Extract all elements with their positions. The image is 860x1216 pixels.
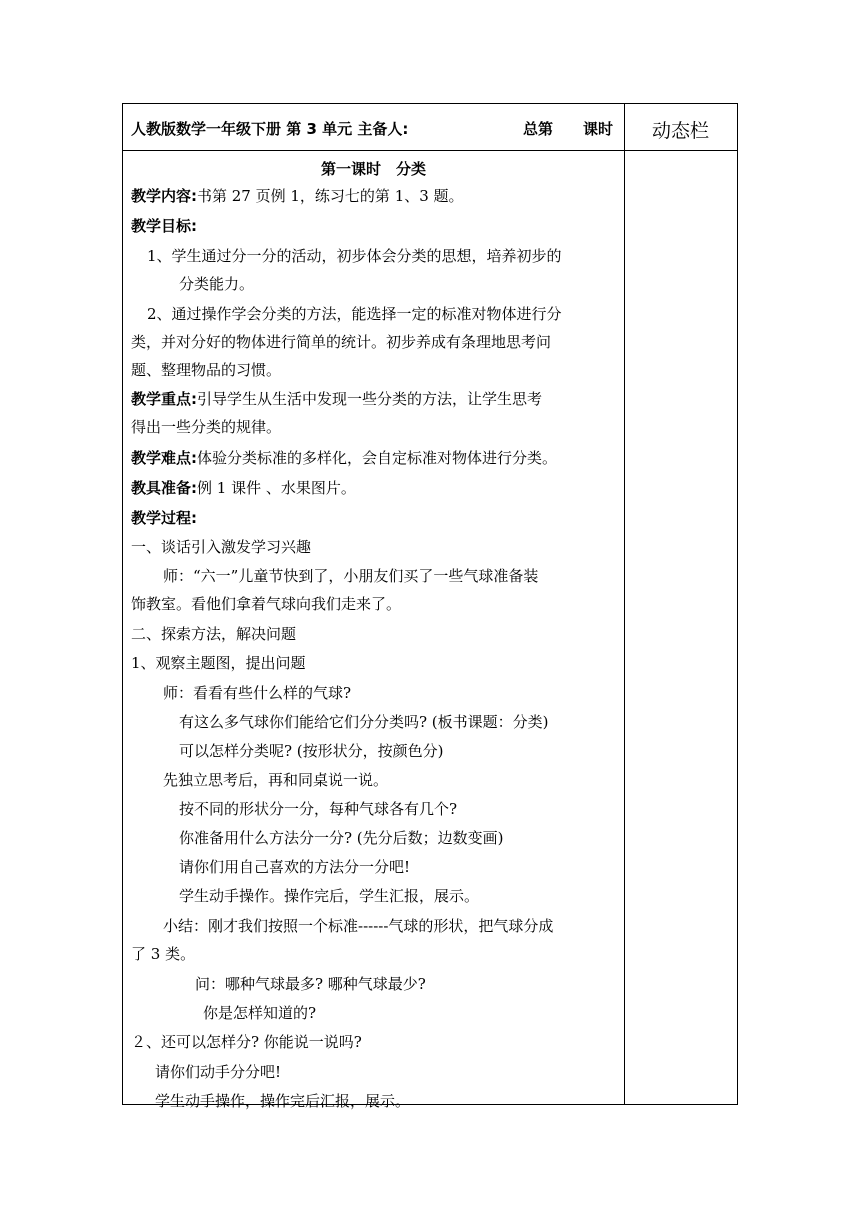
text-line: 小结：刚才我们按照一个标准------气球的形状，把气球分成	[163, 917, 554, 935]
section-heading: 一、谈话引入激发学习兴趣	[131, 538, 312, 556]
prep-text: 例 1 课件 、水果图片。	[197, 479, 356, 497]
key-line	[131, 389, 542, 409]
text-line: 先独立思考后，再和同桌说一说。	[163, 771, 389, 789]
prep-label: 教具准备:	[131, 479, 197, 497]
lesson-plan-table	[122, 103, 738, 1110]
column-divider	[624, 104, 625, 1104]
difficulty-text: 体验分类标准的多样化，会自定标准对物体进行分类。	[197, 449, 558, 467]
content-text: 书第 27 页例 1，练习七的第 1、3 题。	[197, 187, 464, 205]
period-label: 课时	[583, 120, 614, 138]
key-text: 引导学生从生活中发现一些分类的方法，让学生思考	[197, 390, 543, 408]
lesson-title: 第一课时 分类	[320, 160, 426, 178]
goal2-line: 2、通过操作学会分类的方法，能选择一定的标准对物体进行分	[147, 305, 562, 323]
key-line: 得出一些分类的规律。	[131, 418, 282, 436]
text-line: 你是怎样知道的?	[203, 1004, 317, 1022]
header-period	[523, 118, 613, 139]
goal2-line: 类，并对分好的物体进行简单的统计。初步养成有条理地思考问	[131, 333, 552, 351]
text-line: 问：哪种气球最多? 哪种气球最少?	[195, 975, 426, 993]
text-line: 有这么多气球你们能给它们分分类吗? (板书课题：分类)	[179, 713, 549, 731]
goals-label: 教学目标:	[131, 217, 197, 235]
difficulty-line	[131, 448, 557, 468]
goal1-line: 1、学生通过分一分的活动，初步体会分类的思想，培养初步的	[147, 247, 562, 265]
total-label: 总第	[523, 120, 554, 138]
goal2-line: 题、整理物品的习惯。	[131, 361, 282, 379]
text-line: 请你们用自己喜欢的方法分一分吧!	[179, 858, 411, 876]
prep-line	[131, 478, 356, 498]
header-divider	[123, 150, 737, 151]
goal1-line: 分类能力。	[179, 275, 255, 293]
text-line: 请你们动手分分吧!	[155, 1063, 282, 1081]
text-line: 饰教室。看他们拿着气球向我们走来了。	[131, 595, 402, 613]
content-label: 教学内容:	[131, 187, 197, 205]
text-line: 按不同的形状分一分，每种气球各有几个?	[179, 800, 458, 818]
text-line: 学生动手操作。操作完后，学生汇报，展示。	[179, 887, 480, 905]
text-line: 师：“六一”儿童节快到了，小朋友们买了一些气球准备装	[163, 567, 539, 585]
section-heading: 二、探索方法，解决问题	[131, 625, 297, 643]
text-line: 学生动手操作，操作完后汇报，展示。	[155, 1092, 411, 1110]
key-label: 教学重点:	[131, 390, 197, 408]
header-title: 人教版数学一年级下册 第 3 单元 主备人:	[131, 120, 409, 138]
difficulty-label: 教学难点:	[131, 449, 197, 467]
content-line	[131, 186, 464, 206]
text-line: 你准备用什么方法分一分? (先分后数；边数变画)	[179, 829, 504, 847]
text-line: 了 3 类。	[131, 945, 196, 963]
subsection-heading: 1、观察主题图，提出问题	[131, 654, 306, 672]
subsection-heading: ２、还可以怎样分? 你能说一说吗?	[131, 1033, 362, 1051]
sidebar-title: 动态栏	[651, 120, 709, 142]
text-line: 师：看看有些什么样的气球?	[163, 684, 352, 702]
text-line: 可以怎样分类呢? (按形状分，按颜色分)	[179, 742, 444, 760]
process-label: 教学过程:	[131, 509, 197, 527]
